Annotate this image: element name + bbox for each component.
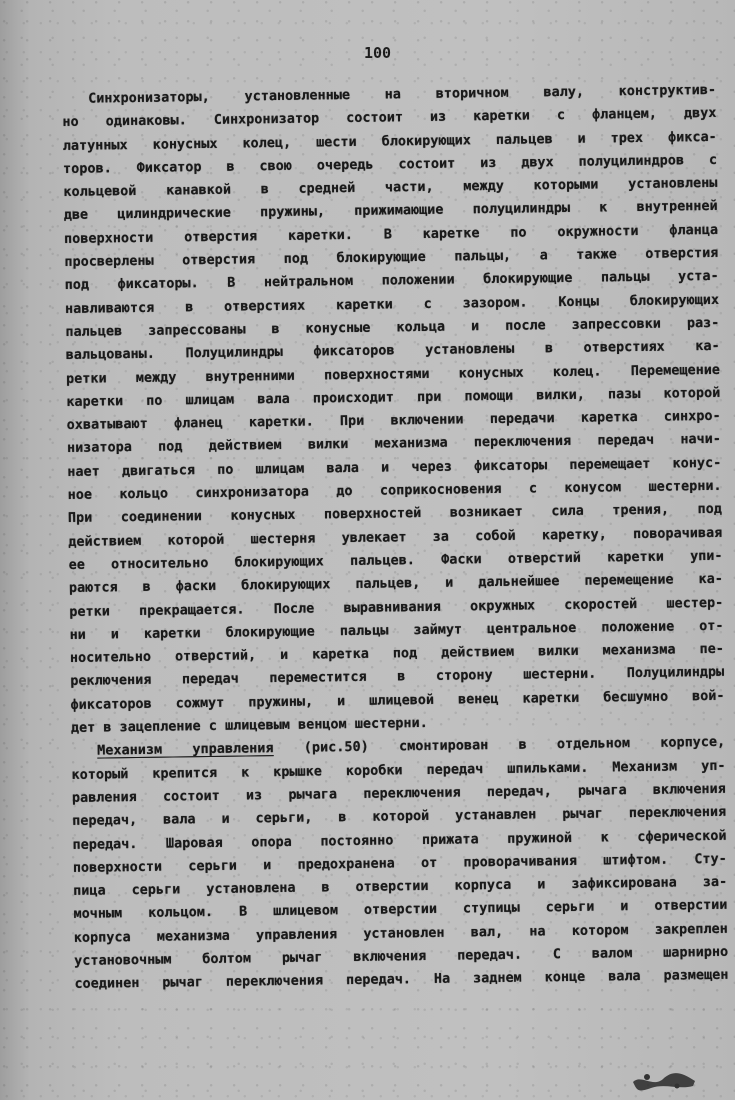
line-text: корпуса механизма управления установлен вал, на котором закреплен [73,921,728,946]
line-text: под фиксаторы. В нейтральном положении блокирующие пальцы уста- [64,269,719,294]
line-text: низатора под действием вилки механизма переключения передач начи- [66,432,722,457]
line-text: ретки прекращается. После выравнивания окружных скоростей шестер- [69,595,724,620]
ink-smudge-icon [629,1068,701,1092]
line-text: вальцованы. Полуцилиндры фиксаторов установлены в отверстиях ка- [65,339,720,364]
line-text: латунных конусных колец, шести блокирующих пальцев и трех фикса- [62,129,717,154]
line-text: пальцев запрессованы в конусные кольца и после запрессовки раз- [65,315,720,340]
line-text: каретки по шлицам вала происходит при помощи вилки, пазы которой [66,385,721,410]
line-text: который крепится к крышке коробки передач шпильками. Механизм уп- [71,758,726,783]
line-text: торов. Фиксатор в свою очередь состоит из двух полуцилиндров с [63,152,718,177]
line-text: раются в фаски блокирующих пальцев, и дальнейшее перемещение ка- [68,572,724,597]
line-text: равления состоит из рычага переключения передач, рычага включения [71,781,726,806]
page-number: 100 [363,44,392,62]
line-text: При соединении конусных поверхностей возникает сила трения, под [67,502,723,527]
line-text: мочным кольцом. В шлицевом отверстии ступицы серьги и отверстии [73,898,728,923]
line-text: пица серьги установлена в отверстии корпуса и зафиксирована за- [73,874,728,900]
line-text: ное кольцо синхронизатора до соприкосновения с конусом шестерни. [67,478,722,504]
line-text: навливаются в отверстиях каретки с зазором. Концы блокирующих [64,292,720,317]
line-text: передач, вала и серьги, в которой устанавлен рычаг переключения [72,805,727,830]
line-text: (рис.50) смонтирован в отдельном корпусе, [273,735,726,757]
line-text: ее относительно блокирующих пальцев. Фаски отверстий каретки упи- [68,548,723,573]
line-text: дет в зацепление с шлицевым венцом шестерни. [70,715,428,736]
line-text: установочным болтом рычаг включения передач. С валом шарнирно [74,944,729,969]
line-text: ни и каретки блокирующие пальцы займут центральное положение от- [69,618,724,643]
line-text: нает двигаться по шлицам вала и через фиксаторы перемещает конус- [67,455,722,480]
line-text: носительно отверстий, и каретка под действием вилки механизма пе- [69,641,725,667]
body-text [62,79,729,997]
line-text: просверлены отверстия под блокирующие пальцы, а также отверстия [64,245,719,271]
line-text: действием которой шестерня увлекает за собой каретку, поворачивая [68,525,723,550]
line-text: фиксаторов сожмут пружины, и шлицевой венец каретки бесшумно вой- [70,688,725,713]
line-text: соединен рычаг переключения передач. На заднем конце вала размещен [74,968,729,993]
line-text: реключения передач переместится в сторону шестерни. Полуцилиндры [70,665,725,690]
line-text: ретки между внутренними поверхностями конусных колец. Перемещение [65,362,721,387]
line-text: но одинаковы. Синхронизатор состоит из каретки с фланцем, двух [62,106,717,131]
line-text: поверхности отверстия каретки. В каретке по окружности фланца [64,222,719,247]
line-text: охватывают фланец каретки. При включении передачи каретка синхро- [66,408,721,434]
line-text: две цилиндрические пружины, прижимающие полуцилиндры к внутренней [63,199,718,224]
section-heading: Механизм управления [97,741,274,759]
line-text: передач. Шаровая опора постоянно прижата пружиной к сферической [72,828,727,853]
line-text: кольцевой канавкой в средней части, между которыми установлены [63,176,718,201]
line-text: поверхности серьги и предохранена от проворачивания штифтом. Сту- [72,851,727,876]
line-text: Синхронизаторы, установленные на вторичном валу, конструктив- [88,82,717,107]
